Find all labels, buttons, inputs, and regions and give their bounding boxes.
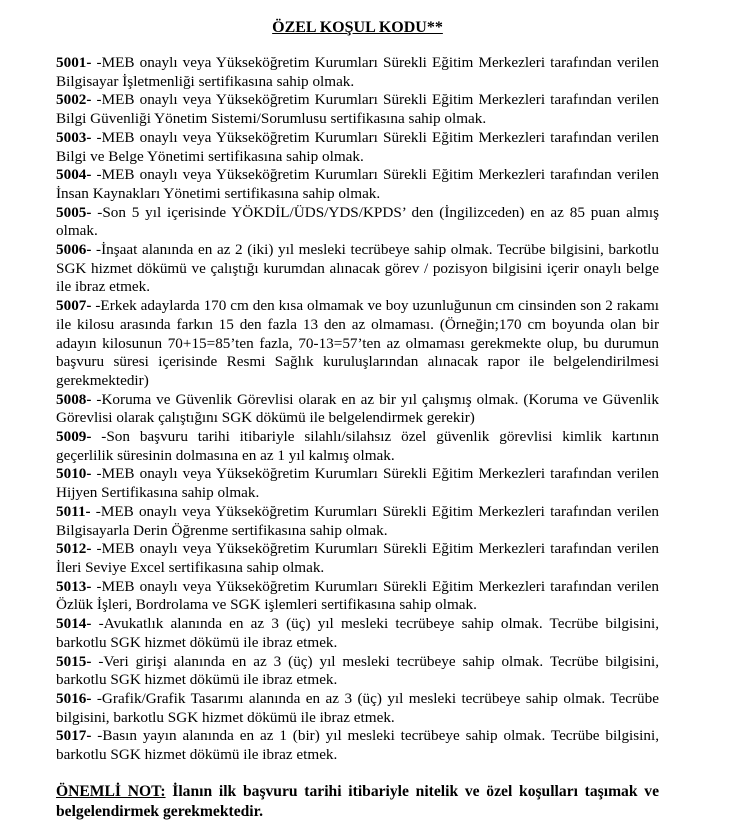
condition-code: 5001- (56, 54, 92, 71)
important-note (56, 782, 659, 822)
condition-text: -Avukatlık alanında en az 3 (üç) yıl mesleki tecrübeye sahip olmak. Tecrübe bilgisini, barkotlu SGK hizmet dökümü ile ibraz etmek. (56, 615, 659, 651)
condition-text: -Grafik/Grafik Tasarımı alanında en az 3 (üç) yıl mesleki tecrübeye sahip olmak. Tecrübe bilgisini, barkotlu SGK hizmet dökümü ile ibraz etmek. (56, 689, 659, 726)
condition-code: 5010- (56, 465, 92, 483)
condition-entry (56, 91, 659, 128)
condition-list (56, 54, 659, 765)
condition-entry (56, 690, 659, 727)
condition-text: -MEB onaylı veya Yükseköğretim Kurumları Sürekli Eğitim Merkezleri tarafından verilen Bilgi ve Belge Yönetimi sertifikasına sahip olmak. (56, 128, 659, 165)
condition-code: 5004- (56, 166, 92, 184)
condition-code: 5007- (56, 297, 92, 315)
condition-code: 5009- (56, 428, 92, 446)
condition-entry (56, 578, 659, 615)
condition-entry (56, 204, 659, 241)
condition-code: 5003- (56, 128, 92, 146)
condition-code: 5011- (56, 502, 91, 520)
condition-code: 5008- (56, 390, 92, 408)
condition-entry (56, 615, 659, 652)
condition-entry (56, 727, 659, 764)
condition-entry (56, 297, 659, 391)
condition-text: -Son 5 yıl içerisinde YÖKDİL/ÜDS/YDS/KPDS’ den (İngilizceden) en az 85 puan almış olmak. (56, 203, 659, 240)
condition-code: 5002- (56, 91, 92, 109)
document-page (56, 0, 659, 837)
condition-text: -MEB onaylı veya Yükseköğretim Kurumları Sürekli Eğitim Merkezleri tarafından verilen Özlük İşleri, Bordrolama ve SGK işlemleri sertifikasına sahip olmak. (56, 577, 659, 614)
condition-code: 5006- (56, 241, 92, 259)
condition-code: 5005- (56, 203, 92, 221)
condition-text: -Son başvuru tarihi itibariyle silahlı/silahsız özel güvenlik görevlisi kimlik kartının geçerlilik süresinin dolmasına en az 1 yıl kalmış olmak. (56, 428, 659, 464)
condition-entry (56, 166, 659, 203)
condition-code: 5012- (56, 540, 92, 558)
condition-code: 5016- (56, 689, 92, 707)
condition-entry (56, 428, 659, 465)
condition-entry (56, 503, 659, 540)
condition-entry (56, 540, 659, 577)
condition-code: 5015- (56, 652, 92, 670)
condition-text: -Koruma ve Güvenlik Görevlisi olarak en az bir yıl çalışmış olmak. (Koruma ve Güvenlik Görevlisi olarak çalıştığını SGK dökümü ile belgelendirmek gerekir) (56, 390, 659, 427)
condition-text: -MEB onaylı veya Yükseköğretim Kurumları Sürekli Eğitim Merkezleri tarafından verilen Bilgisayar İşletmenliği sertifikasına sahip olmak. (56, 54, 659, 90)
important-note-label: ÖNEMLİ NOT: (56, 782, 166, 800)
condition-entry (56, 391, 659, 428)
condition-entry (56, 129, 659, 166)
condition-entry (56, 241, 659, 297)
page-title: ÖZEL KOŞUL KODU** (272, 19, 443, 36)
condition-entry (56, 54, 659, 91)
condition-text: -MEB onaylı veya Yükseköğretim Kurumları Sürekli Eğitim Merkezleri tarafından verilen İnsan Kaynakları Yönetimi sertifikasına sahip olmak. (56, 166, 659, 202)
condition-text: -MEB onaylı veya Yükseköğretim Kurumları Sürekli Eğitim Merkezleri tarafından verilen İleri Seviye Excel sertifikasına sahip olmak. (56, 540, 659, 576)
condition-text: -İnşaat alanında en az 2 (iki) yıl mesleki tecrübeye sahip olmak. Tecrübe bilgisini, barkotlu SGK hizmet dökümü ve çalıştığı kurumdan alınacak görev / pozisyon bilgisini içerir onaylı belge ile ibraz etmek. (56, 241, 659, 296)
condition-code: 5017- (56, 727, 92, 745)
important-note-text: İlanın ilk başvuru tarihi itibariyle nitelik ve özel koşulları taşımak ve belgelendirmek gerekmektedir. (56, 782, 659, 820)
condition-text: -MEB onaylı veya Yükseköğretim Kurumları Sürekli Eğitim Merkezleri tarafından verilen Hijyen Sertifikasına sahip olmak. (56, 465, 659, 502)
condition-entry (56, 653, 659, 690)
condition-text: -MEB onaylı veya Yükseköğretim Kurumları Sürekli Eğitim Merkezleri tarafından verilen Bilgi Güvenliği Yönetim Sistemi/Sorumlusu sertifikasına sahip olmak. (56, 91, 659, 128)
condition-code: 5014- (56, 615, 92, 633)
condition-text: -Erkek adaylarda 170 cm den kısa olmamak ve boy uzunluğunun cm cinsinden son 2 rakamı ile kilosu arasında farkın 15 den fazla 13 den az olmaması. (Örneğin;170 cm boyunda olan bir adayın kilosunun 70+15=85’ten fazla, 70-13=57’ten az olmaması gerekmekte olup, bu durumun başvuru süresi içerisinde Resmi Sağlık kuruluşlarından alınacak rapor ile belgelendirilmesi gerekmektedir) (56, 297, 659, 389)
condition-text: -MEB onaylı veya Yükseköğretim Kurumları Sürekli Eğitim Merkezleri tarafından verilen Bilgisayarla Derin Öğrenme sertifikasına sahip olmak. (56, 502, 659, 539)
condition-text: -Veri girişi alanında en az 3 (üç) yıl mesleki tecrübeye sahip olmak. Tecrübe bilgisini, barkotlu SGK hizmet dökümü ile ibraz etmek. (56, 652, 659, 689)
condition-text: -Basın yayın alanında en az 1 (bir) yıl mesleki tecrübeye sahip olmak. Tecrübe bilgisini, barkotlu SGK hizmet dökümü ile ibraz etmek. (56, 727, 659, 764)
condition-code: 5013- (56, 577, 92, 595)
condition-entry (56, 465, 659, 502)
